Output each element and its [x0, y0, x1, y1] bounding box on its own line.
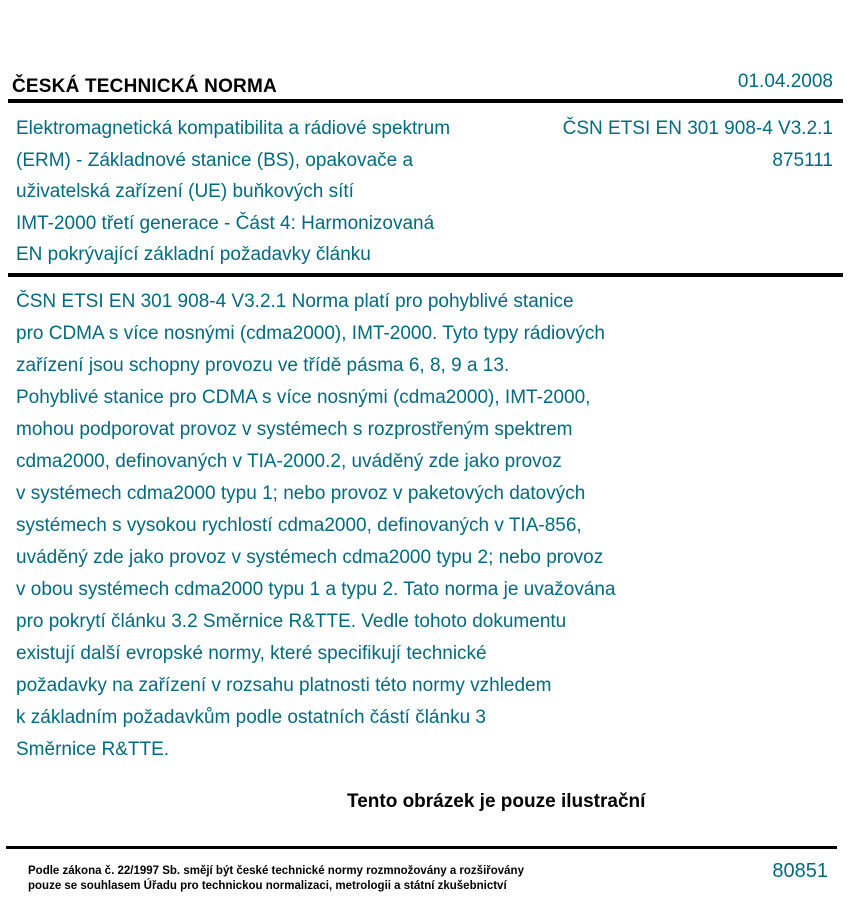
- abstract-line: cdma2000, definovaných v TIA-2000.2, uváděný zde jako provoz: [16, 451, 562, 472]
- abstract-line: v obou systémech cdma2000 typu 1 a typu 2. Tato norma je uvažována: [16, 579, 616, 600]
- document-type-title: ČESKÁ TECHNICKÁ NORMA: [12, 76, 277, 97]
- abstract-line: mohou podporovat provoz v systémech s rozprostřeným spektrem: [16, 419, 573, 440]
- abstract-line: systémech s vysokou rychlostí cdma2000, definovaných v TIA-856,: [16, 515, 582, 536]
- abstract-line: pro pokrytí článku 3.2 Směrnice R&TTE. Vedle tohoto dokumentu: [16, 611, 567, 632]
- issue-date: 01.04.2008: [737, 71, 833, 92]
- catalog-number: 80851: [772, 860, 828, 882]
- abstract-text: [16, 286, 716, 766]
- standard-title-line: Elektromagnetická kompatibilita a rádiové spektrum: [16, 118, 451, 139]
- standard-designation: ČSN ETSI EN 301 908-4 V3.2.1: [562, 118, 833, 139]
- footer-rule: [6, 846, 837, 849]
- abstract-line: pro CDMA s více nosnými (cdma2000), IMT-2000. Tyto typy rádiových: [16, 323, 605, 344]
- abstract-line: požadavky na zařízení v rozsahu platnosti této normy vzhledem: [16, 675, 552, 696]
- abstract-line: ČSN ETSI EN 301 908-4 V3.2.1 Norma platí pro pohyblivé stanice: [16, 291, 574, 312]
- title-rule: [8, 273, 843, 277]
- copyright-note-line: pouze se souhlasem Úřadu pro technickou normalizaci, metrologii a státní zkušebnictví: [28, 880, 507, 892]
- abstract-line: v systémech cdma2000 typu 1; nebo provoz v paketových datových: [16, 483, 586, 504]
- abstract-line: Směrnice R&TTE.: [16, 739, 170, 760]
- class-number: 875111: [772, 149, 833, 171]
- standard-title-line: IMT-2000 třetí generace - Část 4: Harmonizovaná: [16, 212, 435, 234]
- standard-title: [16, 113, 536, 271]
- standard-codes: [563, 113, 833, 176]
- standard-title-line: EN pokrývající základní požadavky článku: [16, 244, 371, 265]
- abstract-line: Pohyblivé stanice pro CDMA s více nosnými (cdma2000), IMT-2000,: [16, 387, 591, 408]
- standard-title-line: uživatelská zařízení (UE) buňkových sítí: [16, 181, 354, 202]
- header-rule: [8, 99, 843, 103]
- abstract-line: zařízení jsou schopny provozu ve třídě pásma 6, 8, 9 a 13.: [16, 355, 510, 376]
- abstract-line: uváděný zde jako provoz v systémech cdma2000 typu 2; nebo provoz: [16, 547, 604, 568]
- abstract-line: k základním požadavkům podle ostatních částí článku 3: [16, 707, 486, 728]
- copyright-note: [28, 864, 524, 894]
- abstract-line: existují další evropské normy, které specifikují technické: [16, 643, 487, 664]
- copyright-note-line: Podle zákona č. 22/1997 Sb. smějí být české technické normy rozmnožovány a rozšiřovány: [28, 865, 524, 877]
- illustration-caption: Tento obrázek je pouze ilustrační: [347, 791, 646, 812]
- standard-title-line: (ERM) - Základnové stanice (BS), opakovače a: [16, 149, 414, 171]
